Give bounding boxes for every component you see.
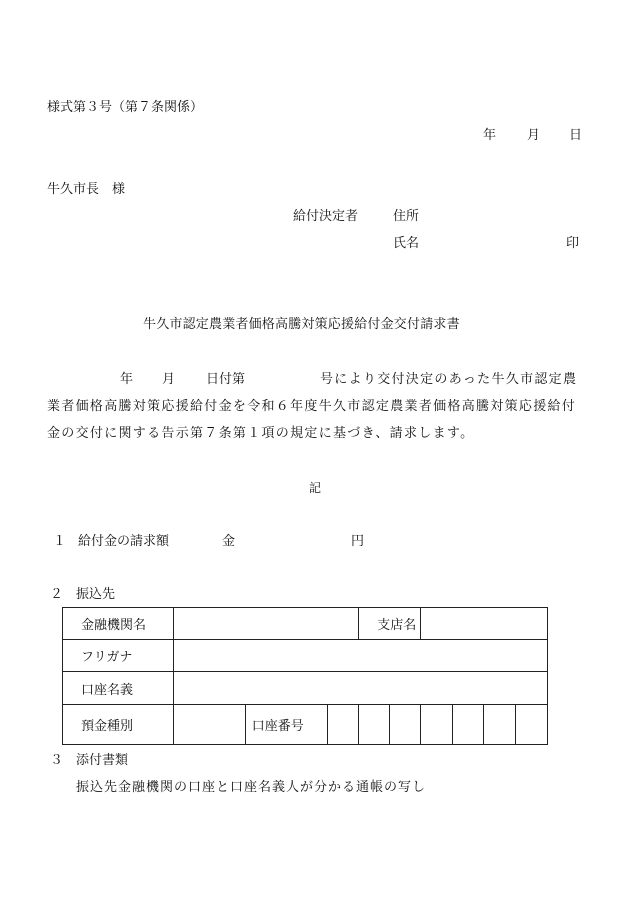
item1-yen: 円 [351,534,365,549]
address-label: 住所 [393,209,420,224]
document-title: 牛久市認定農業者価格高騰対策応援給付金交付請求書 [143,317,460,332]
item1-number: １ [53,534,67,549]
account-holder-row [63,672,548,705]
item3-number: ３ [50,753,64,768]
date-month-label: 月 [527,128,541,143]
item2-number: ２ [50,587,64,602]
date-day-label: 日 [569,128,583,143]
deposit-type-label: 預金種別 [63,705,174,745]
body-year: 年 [120,372,134,387]
furigana-row [63,640,548,672]
furigana-field[interactable] [174,640,548,672]
account-number-digit[interactable] [483,705,515,745]
account-number-digit[interactable] [421,705,452,745]
item1-label: 給付金の請求額 [78,534,170,549]
body-date: 日付第 [206,372,246,387]
ki-heading: 記 [309,481,322,495]
account-holder-field[interactable] [174,672,548,705]
bank-name-field[interactable] [174,608,359,640]
bank-name-label: 金融機関名 [63,608,174,640]
account-number-digit[interactable] [359,705,390,745]
form-number-label: 様式第３号（第７条関係） [47,100,204,115]
account-number-digit[interactable] [328,705,359,745]
branch-name-field[interactable] [421,608,548,640]
bank-transfer-table [62,607,548,745]
name-label: 氏名 [393,236,420,251]
item3-content: 振込先金融機関の口座と口座名義人が分かる通帳の写し [76,780,427,795]
applicant-role: 給付決定者 [293,209,359,224]
date-year-label: 年 [483,128,497,143]
item3-label: 添付書類 [76,753,129,768]
account-number-digit[interactable] [452,705,483,745]
body-line1-rest: 号により交付決定のあった牛久市認定農 [320,372,578,387]
bank-row [63,608,548,640]
deposit-row [63,705,548,745]
furigana-label: フリガナ [63,640,174,672]
deposit-type-field[interactable] [174,705,245,745]
item1-kin: 金 [222,534,236,549]
account-number-digit[interactable] [515,705,547,745]
body-month: 月 [162,372,176,387]
body-line2: 業者価格高騰対策応援給付金を令和６年度牛久市認定農業者価格高騰対策応援給付 [47,399,577,414]
seal-label: 印 [566,236,580,251]
account-number-digit[interactable] [390,705,421,745]
branch-name-label: 支店名 [359,608,421,640]
item2-label: 振込先 [76,587,116,602]
body-line3: 金の交付に関する告示第７条第１項の規定に基づき、請求します。 [47,426,475,441]
addressee: 牛久市長 様 [47,182,126,197]
account-holder-label: 口座名義 [63,672,174,705]
account-number-label: 口座番号 [245,705,327,745]
